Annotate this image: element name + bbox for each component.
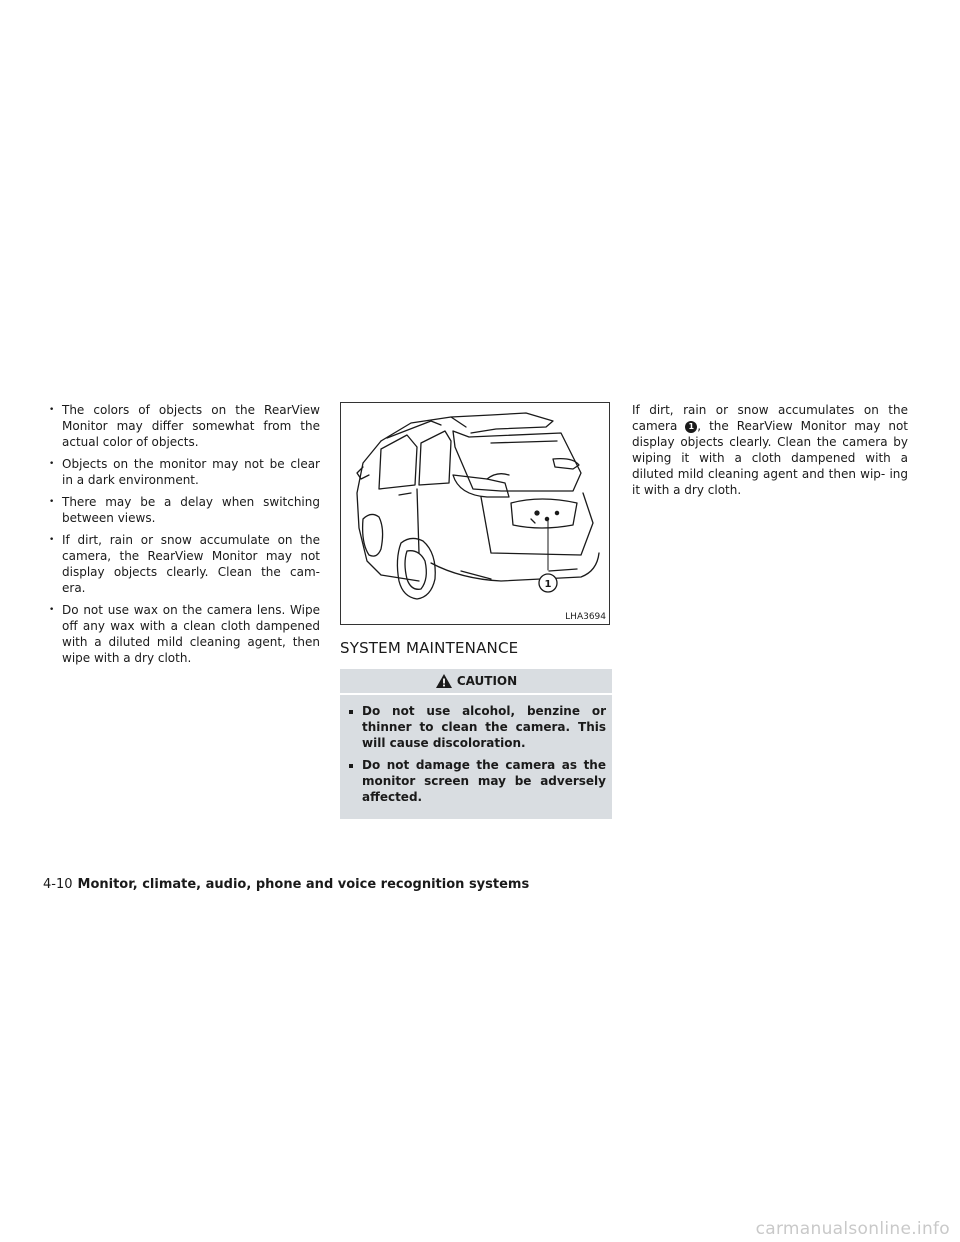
callout-1-marker — [539, 574, 557, 592]
paragraph-text-start: If dirt, rain or snow accumulates on the camera — [632, 403, 908, 433]
vehicle-rear-drawing — [341, 403, 609, 624]
caution-header — [340, 669, 612, 695]
rear-camera-illustration — [340, 402, 610, 625]
notes-list — [43, 402, 320, 666]
caution-box — [340, 669, 612, 819]
callout-number: 1 — [544, 579, 552, 590]
list-item: • Objects on the monitor may not be clear in a dark environment. — [43, 456, 320, 488]
page-footer — [43, 877, 529, 893]
list-item: • The colors of objects on the RearView Monitor may differ somewhat from the actual color of objects. — [43, 402, 320, 450]
warning-triangle-icon — [435, 673, 453, 689]
figure-code: LHA3694 — [565, 612, 606, 622]
right-column — [632, 402, 908, 498]
caution-item: Do not use alcohol, benzine or thinner to clean the camera. This will cause discoloration. — [348, 703, 606, 751]
callout-1-icon: 1 — [685, 421, 697, 433]
paragraph-text-end: , the RearView Monitor may not display objects clearly. Clean the camera by wiping it with a cloth dampened with a diluted mild cleaning agent and then wip- ing it with a dry cloth. — [632, 419, 908, 497]
section-title: SYSTEM MAINTENANCE — [340, 639, 519, 657]
left-column — [43, 402, 320, 672]
caution-item: Do not damage the camera as the monitor screen may be adversely affected. — [348, 757, 606, 805]
page-number: 4-10 — [43, 877, 73, 892]
caution-list — [340, 695, 612, 805]
chapter-title: Monitor, climate, audio, phone and voice recognition systems — [77, 877, 530, 892]
middle-column — [340, 402, 612, 819]
list-item: • Do not use wax on the camera lens. Wipe off any wax with a clean cloth dampened with a diluted mild cleaning agent, then wipe with a dry cloth. — [43, 602, 320, 666]
list-item: • There may be a delay when switching between views. — [43, 494, 320, 526]
list-item: • If dirt, rain or snow accumulate on the camera, the RearView Monitor may not display objects clearly. Clean the cam- era. — [43, 532, 320, 596]
maintenance-paragraph — [632, 402, 908, 498]
caution-heading: CAUTION — [456, 674, 518, 688]
watermark: carmanualsonline.info — [755, 1219, 950, 1239]
